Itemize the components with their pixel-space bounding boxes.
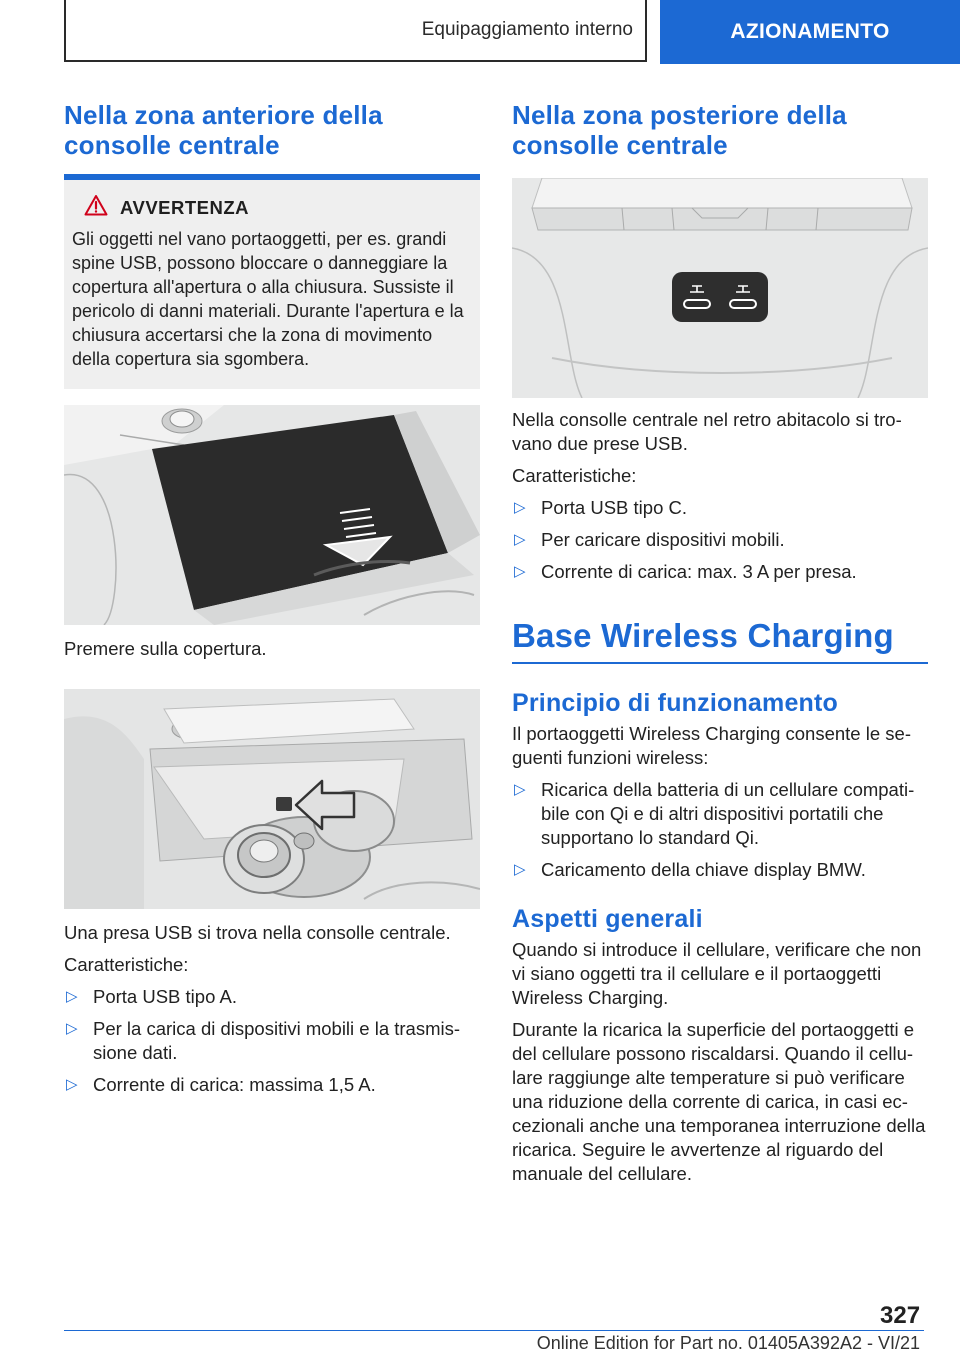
caption-press-cover: Premere sulla copertura. bbox=[64, 638, 267, 659]
right-column bbox=[512, 100, 928, 1186]
general-heading: Aspetti generali bbox=[512, 905, 703, 933]
principle-text: Il portaoggetti Wireless Charging consente le seguenti funzioni wireless: bbox=[512, 723, 911, 768]
list-item: ▷ Corrente di carica: massima 1,5 A. bbox=[66, 1074, 376, 1095]
list-item: ▷ Caricamento della chiave display BMW. bbox=[514, 859, 866, 880]
features-label-rear: Caratteristiche: bbox=[512, 465, 637, 486]
triangle-bullet-icon: ▷ bbox=[66, 988, 78, 1005]
triangle-bullet-icon: ▷ bbox=[514, 781, 526, 798]
header-chapter-tab bbox=[660, 0, 960, 64]
triangle-bullet-icon: ▷ bbox=[514, 499, 526, 516]
list-item: ▷ Porta USB tipo A. bbox=[66, 986, 237, 1007]
warning-header bbox=[84, 194, 472, 221]
list-item: ▷ Corrente di carica: max. 3 A per presa. bbox=[514, 561, 857, 582]
page-number: 327 bbox=[880, 1302, 921, 1329]
rear-console-heading: Nella zona posteriore della consolle centrale bbox=[512, 100, 847, 160]
list-item: ▷ Per caricare dispositivi mobili. bbox=[514, 529, 785, 550]
features-label-front: Caratteristiche: bbox=[64, 954, 189, 975]
section-title: Equipaggiamento interno bbox=[421, 19, 633, 40]
figure-rear-usb bbox=[512, 178, 928, 398]
header-section-title bbox=[64, 0, 647, 62]
warning-box bbox=[64, 180, 480, 389]
list-item: ▷ Per la carica di dispositivi mobili e la trasmissione dati. bbox=[66, 1018, 461, 1063]
triangle-bullet-icon: ▷ bbox=[514, 531, 526, 548]
triangle-bullet-icon: ▷ bbox=[514, 563, 526, 580]
caption-front-usb: Una presa USB si trova nella consolle centrale. bbox=[64, 922, 451, 943]
general-paragraph-1: Quando si introduce il cellulare, verificare che non vi siano oggetti tra il cellulare e il portaoggetti Wireless Charging. bbox=[512, 939, 922, 1008]
triangle-bullet-icon: ▷ bbox=[514, 861, 526, 878]
list-item: ▷ Porta USB tipo C. bbox=[514, 497, 688, 518]
principle-heading: Principio di funzionamento bbox=[512, 689, 839, 717]
principle-list bbox=[512, 778, 928, 882]
wireless-charging-heading: Base Wireless Charging bbox=[512, 617, 894, 654]
figure-console-cover bbox=[64, 405, 480, 625]
warning-triangle-icon bbox=[84, 194, 108, 221]
left-column bbox=[64, 100, 480, 1097]
warning-title: AVVERTENZA bbox=[120, 196, 250, 218]
caption-rear-usb: Nella consolle centrale nel retro abitacolo si trovano due prese USB. bbox=[512, 409, 902, 454]
general-paragraph-2: Durante la ricarica la superficie del portaoggetti e del cellulare possono riscaldarsi. Quando il cellulare raggiunge alte temperature si può verificare una riduzione della corrente di carica, in casi eccezionali anche una temporanea interruzione della ricarica. Seguire le avvertenze al riguardo del manuale del cellulare. bbox=[512, 1019, 926, 1184]
footer-edition: Online Edition for Part no. 01405A392A2 - VI/21 bbox=[536, 1333, 920, 1353]
features-list-rear bbox=[512, 496, 928, 584]
footer-rule bbox=[64, 1330, 924, 1331]
front-console-heading: Nella zona anteriore della consolle centrale bbox=[64, 100, 383, 160]
warning-text: Gli oggetti nel vano portaoggetti, per es. grandi spine USB, possono bloccare o danneggiare la copertura all'apertura o alla chiusura. Sussiste il pericolo di danni materiali. Durante l'apertura e la chiusura accertarsi che la zona di movimento della copertura sia sgombera. bbox=[72, 229, 464, 369]
triangle-bullet-icon: ▷ bbox=[66, 1076, 78, 1093]
features-list-front bbox=[64, 985, 480, 1097]
chapter-title: AZIONAMENTO bbox=[730, 20, 890, 43]
list-item: ▷ Ricarica della batteria di un cellulare compatibile con Qi e di altri dispositivi portatili che supportano lo standard Qi. bbox=[514, 779, 915, 848]
triangle-bullet-icon: ▷ bbox=[66, 1020, 78, 1037]
figure-front-usb bbox=[64, 689, 480, 909]
